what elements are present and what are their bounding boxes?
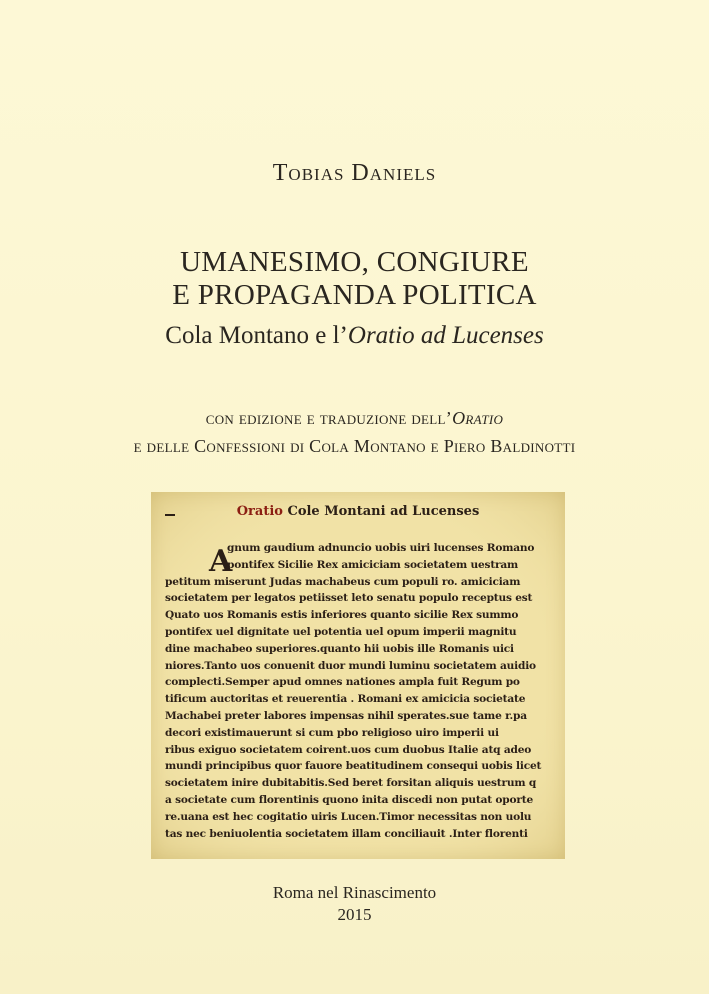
facsimile-line: niores.Tanto uos conuenit duor mundi luminu societatem auidio <box>165 659 536 672</box>
facsimile-line: re.uana est hec cogitatio uiris Lucen.Timor necessitas non uolu <box>165 810 532 823</box>
book-subtitle <box>0 322 709 350</box>
edition-line-1-prefix: con edizione e traduzione dell’ <box>205 408 453 428</box>
facsimile-line: pontifex uel dignitate uel potentia uel opum imperii magnitu <box>165 625 517 638</box>
facsimile-line: societatem per legatos petiisset leto senatu populo receptus est <box>165 592 533 605</box>
facsimile-line: Quato uos Romanis estis inferiores quanto sicilie Rex summo <box>165 609 519 622</box>
publication-year: 2015 <box>337 905 372 924</box>
edition-line-1 <box>0 404 709 432</box>
facsimile-line: decori existimauerunt si cum pbo religioso uiro imperii ui <box>165 726 499 739</box>
book-title <box>0 246 709 312</box>
facsimile-line: petitum miserunt Judas machabeus cum populi ro. amiciciam <box>165 575 521 588</box>
incunable-facsimile-image <box>151 492 565 859</box>
subtitle-prefix: Cola Montano e l’ <box>165 322 348 349</box>
incipit-red: Oratio <box>236 504 283 519</box>
publisher-block <box>0 882 709 926</box>
edition-line-1-italic: Oratio <box>452 408 504 428</box>
facsimile-line: societatem inire dubitabitis.Sed beret forsitan aliquis uestrum q <box>165 777 537 790</box>
facsimile-text-block <box>165 540 553 842</box>
facsimile-line: gnum gaudium adnuncio uobis uiri lucenses Romano <box>227 542 535 554</box>
facsimile-line: ribus exiguo societatem coirent.uos cum duobus Italie atq adeo <box>165 743 532 756</box>
facsimile-line: Machabei preter labores impensas nihil sperates.sue tame r.pa <box>165 709 527 722</box>
facsimile-line: tificum auctoritas et reuerentia . Romani ex amicicia societate <box>165 693 526 706</box>
author-name: Tobias Daniels <box>272 160 437 186</box>
facsimile-incipit <box>151 504 565 519</box>
incipit-rest: Cole Montani ad Lucenses <box>287 504 480 519</box>
facsimile-line: a societate cum florentinis quono inita discedi non putat oporte <box>165 793 533 806</box>
subtitle-italic: Oratio ad Lucenses <box>347 322 544 349</box>
facsimile-line: tas nec beniuolentia societatem illam conciliauit .Inter florenti <box>165 827 528 840</box>
edition-line-2: e delle Confessioni di Cola Montano e Piero Baldinotti <box>133 436 576 456</box>
facsimile-line: pontifex Sicilie Rex amiciciam societatem uestram <box>227 558 519 571</box>
title-line-2: E PROPAGANDA POLITICA <box>172 279 537 311</box>
title-line-1: UMANESIMO, CONGIURE <box>180 246 529 278</box>
facsimile-line: complecti.Semper apud omnes nationes ampla fuit Regum po <box>165 676 520 689</box>
edition-note <box>0 404 709 460</box>
facsimile-line: mundi principibus quor fauore beatitudinem consequi uobis licet <box>165 760 542 773</box>
initial-letter: A <box>209 544 233 579</box>
publisher-series: Roma nel Rinascimento <box>272 883 437 902</box>
facsimile-line: dine machabeo superiores.quanto hii uobis ille Romanis uici <box>165 642 514 655</box>
